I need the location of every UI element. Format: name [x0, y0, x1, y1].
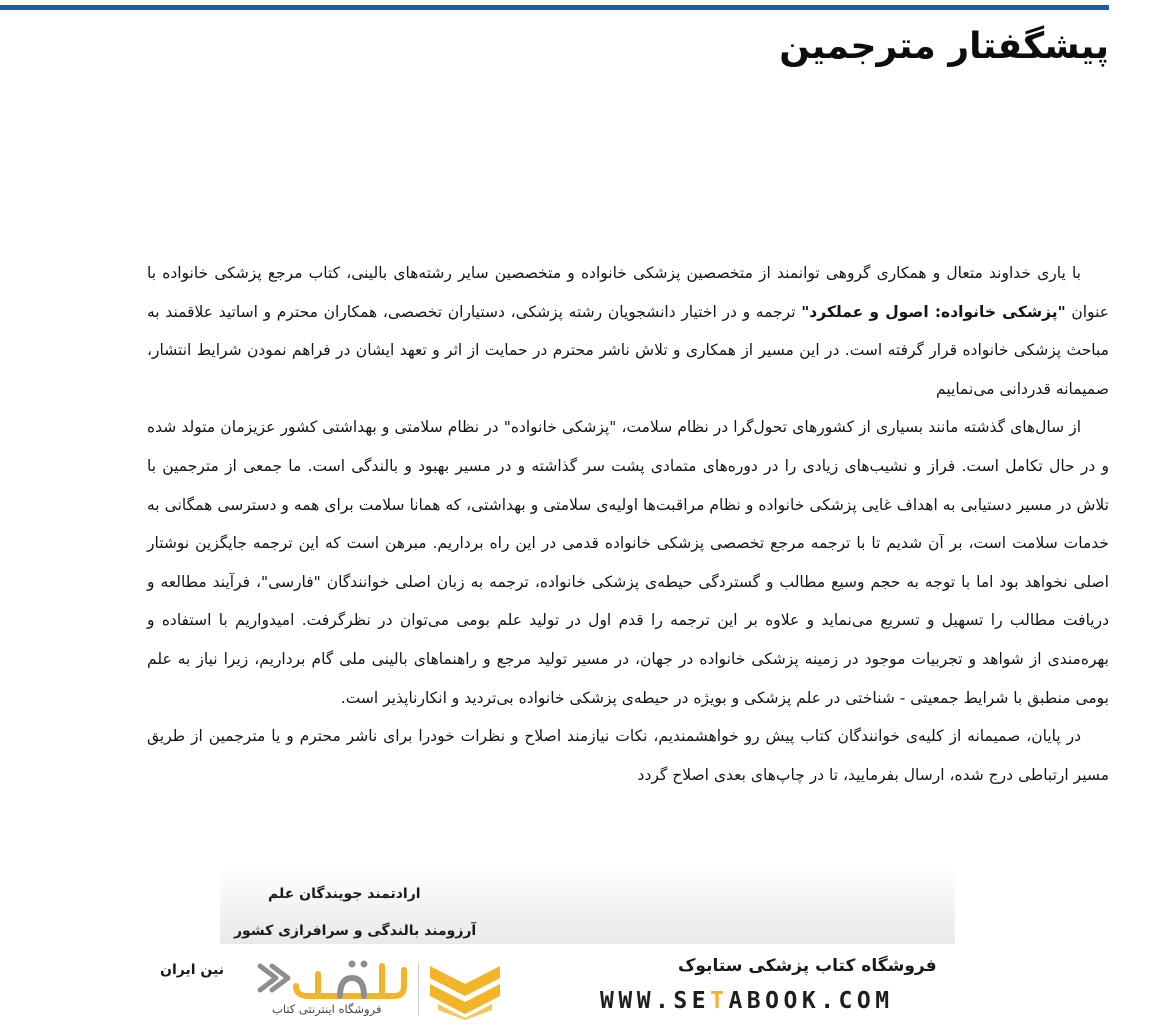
preface-paragraph-3: در پایان، صمیمانه از کلیه‌ی خوانندگان کتاب پیش رو خواهشمندیم، نکات نیازمند اصلاح و نظرات خودرا برای ناشر محترم و یا مترجمین از طریق مسیر ارتباطی درج شده، ارسال بفرمایید، تا در چاپ‌های بعدی اصلاح گردد: [147, 727, 1109, 784]
header-rule: [0, 5, 1109, 10]
book-title-bold: "پزشکی خانواده: اصول و عملکرد": [801, 302, 1066, 321]
signature-line-3: نین ایران: [160, 962, 224, 978]
store-url-prefix: WWW.SE: [600, 988, 711, 1014]
setabook-wordmark-logo: [256, 956, 408, 1002]
store-name: فروشگاه کتاب پزشکی ستابوک: [678, 956, 937, 976]
store-url: [600, 988, 894, 1014]
store-url-accent: T: [710, 988, 729, 1014]
signature-line-1: ارادتمند جویندگان علم: [268, 886, 421, 902]
preface-paragraph-1: [147, 254, 1109, 408]
signature-line-2: آرزومند بالندگی و سرافرازی کشور: [234, 923, 477, 939]
page-title: پیشگفتار مترجمین: [779, 26, 1109, 67]
preface-body: [147, 254, 1109, 794]
preface-paragraph-2: از سال‌های گذشته مانند بسیاری از کشورهای تحول‌گرا در نظام سلامت، "پزشکی خانواده" در نظام سلامتی و بهداشتی کشور عزیزمان متولد شده و در حال تکامل است. فراز و نشیب‌های زیادی را در دوره‌های متمادی پشت سر گذاشته و در مسیر بهبود و بالندگی است. ما جمعی از مترجمین با تلاش در مسیر دستیابی به اهداف غایی پزشکی خانواده و نظام مراقبت‌ها اولیه‌ی سلامتی و بهداشتی، که همانا سلامت برای همه و دسترسی همگانی به خدمات سلامت است، بر آن شدیم تا با ترجمه مرجع تخصصی پزشکی خانواده قدمی در این راه برداریم. مبرهن است که این ترجمه جایگزین نوشتار اصلی نخواهد بود اما با توجه به حجم وسیع مطالب و گستردگی حیطه‌ی پزشکی خانواده، ترجمه به زبان اصلی خوانندگان "فارسی"، فرآیند مطالعه و دریافت مطالب را تسهیل و تسریع می‌نماید و علاوه بر این ترجمه را قدم اول در تولید علم بومی می‌توان در نظرگرفت. امیدواریم با استفاده و بهره‌مندی از شواهد و تجربیات موجود در زمینه پزشکی خانواده در جهان، در مسیر تولید مرجع و راهنماهای بالینی ملی گام برداریم، زیرا نیاز به علم بومی منطبق با شرایط جمعیتی - شناختی در علم پزشکی و بویژه در حیطه‌ی پزشکی خانواده بی‌تردید و انکارناپذیر است.: [147, 418, 1109, 707]
paragraph-1-intro: با یاری خداوند متعال و همکاری گروهی توانمند از متخصصین پزشکی خانواده و متخصصین سایر رشته‌های بالینی، کتاب مرجع پزشکی خانواده با عنوان: [147, 264, 1109, 321]
chevron-logo-icon: [428, 962, 502, 1020]
store-url-suffix: ABOOK.COM: [728, 988, 894, 1014]
logo-tagline: فروشگاه اینترنتی کتاب: [272, 1002, 382, 1016]
logo-divider: [418, 962, 419, 1016]
paragraph-1-rest: ترجمه و در اختیار دانشجویان رشته پزشکی، دستیاران تخصصی، همکاران محترم و اساتید علاقمند به مباحث پزشکی خانواده قرار گرفته است. در این مسیر از همکاری و تلاش ناشر محترم در حمایت از اثر و تعهد ایشان در فراهم نمودن شرایط انتشار، صمیمانه قدردانی می‌نماییم: [147, 302, 1109, 398]
